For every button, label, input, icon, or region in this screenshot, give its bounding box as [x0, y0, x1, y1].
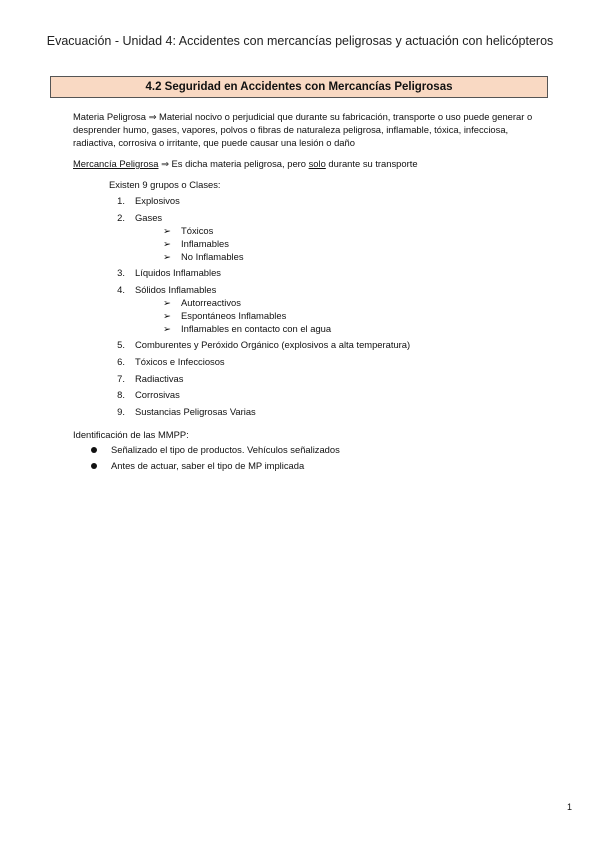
group-label: Corrosivas	[135, 389, 180, 401]
subgroup-item	[163, 296, 553, 309]
materia-term: Materia Peligrosa	[73, 111, 146, 122]
group-item	[73, 372, 553, 385]
group-label: Comburentes y Peróxido Orgánico (explosivos a alta temperatura)	[135, 339, 411, 351]
subgroup-list	[73, 224, 553, 263]
implies-arrow-icon: ⇒	[148, 111, 157, 122]
document-body	[73, 110, 553, 475]
groups-list	[73, 194, 553, 418]
group-label: Tóxicos e Infecciosos	[135, 355, 225, 367]
subgroup-label: Autorreactivos	[181, 296, 241, 308]
group-item	[73, 338, 553, 351]
arrow-bullet-icon: ➢	[163, 322, 171, 334]
section-title-box	[50, 76, 548, 98]
subgroup-list	[73, 296, 553, 335]
page-header-title: Evacuación - Unidad 4: Accidentes con mercancías peligrosas y actuación con helicópteros	[46, 34, 554, 48]
mercancia-emphasis: solo	[308, 158, 326, 169]
group-item	[73, 194, 553, 207]
subgroup-item	[163, 309, 553, 322]
bullet-dot-icon	[91, 447, 97, 453]
bullet-text: Antes de actuar, saber el tipo de MP implicada	[111, 459, 305, 471]
subgroup-label: No Inflamables	[181, 250, 244, 262]
subgroup-label: Espontáneos Inflamables	[181, 309, 287, 321]
arrow-bullet-icon: ➢	[163, 309, 171, 321]
subgroup-label: Tóxicos	[181, 224, 214, 236]
group-label: Explosivos	[135, 195, 180, 206]
identificacion-title: Identificación de las MMPP:	[73, 428, 189, 440]
materia-definition	[73, 110, 553, 149]
group-item	[73, 388, 553, 401]
group-number: 7.	[117, 372, 125, 384]
subgroup-label: Inflamables en contacto con el agua	[181, 322, 332, 334]
bullet-dot-icon	[91, 463, 97, 469]
group-number: 5.	[117, 339, 125, 351]
group-item	[73, 266, 553, 279]
bullet-item	[73, 459, 553, 472]
group-label: Gases	[135, 211, 163, 223]
groups-intro: Existen 9 grupos o Clases:	[109, 179, 221, 190]
section-title: 4.2 Seguridad en Accidentes con Mercancías Peligrosas	[145, 81, 453, 93]
subgroup-item	[163, 237, 553, 250]
materia-text: Material nocivo o perjudicial que durante su fabricación, transporte o uso puede generar o desprender humo, gases, vapores, polvos o fibras de naturaleza peligrosa, inflamable, tóxica, infecciosa, radiactiva, corrosiva o irritante, que puede causar una lesión o daño	[73, 111, 533, 148]
group-number: 9.	[117, 405, 125, 417]
arrow-bullet-icon: ➢	[163, 224, 171, 236]
arrow-bullet-icon: ➢	[163, 250, 171, 262]
mercancia-text-before: Es dicha materia peligrosa, pero	[171, 158, 306, 169]
group-number: 8.	[117, 389, 125, 401]
implies-arrow-icon: ⇒	[161, 158, 169, 169]
arrow-bullet-icon: ➢	[163, 296, 171, 308]
subgroup-label: Inflamables	[181, 237, 229, 249]
group-number: 1.	[117, 195, 125, 206]
group-number: 4.	[117, 283, 125, 295]
mercancia-definition	[73, 157, 553, 170]
group-item	[73, 283, 553, 335]
group-item	[73, 211, 553, 263]
mercancia-text-after: durante su transporte	[328, 158, 418, 169]
mercancia-term: Mercancía Peligrosa	[73, 158, 159, 169]
group-label: Radiactivas	[135, 372, 184, 384]
arrow-bullet-icon: ➢	[163, 237, 171, 249]
group-number: 2.	[117, 211, 125, 223]
identificacion-list	[73, 443, 553, 472]
group-number: 3.	[117, 267, 125, 279]
bullet-item	[73, 443, 553, 456]
group-item	[73, 405, 553, 418]
group-label: Sólidos Inflamables	[135, 283, 217, 295]
group-label: Sustancias Peligrosas Varias	[135, 405, 256, 417]
bullet-text: Señalizado el tipo de productos. Vehículos señalizados	[111, 443, 340, 455]
group-item	[73, 355, 553, 368]
subgroup-item	[163, 224, 553, 237]
group-number: 6.	[117, 355, 125, 367]
subgroup-item	[163, 250, 553, 263]
page-number: 1	[566, 802, 572, 812]
group-label: Líquidos Inflamables	[135, 267, 221, 279]
subgroup-item	[163, 322, 553, 335]
